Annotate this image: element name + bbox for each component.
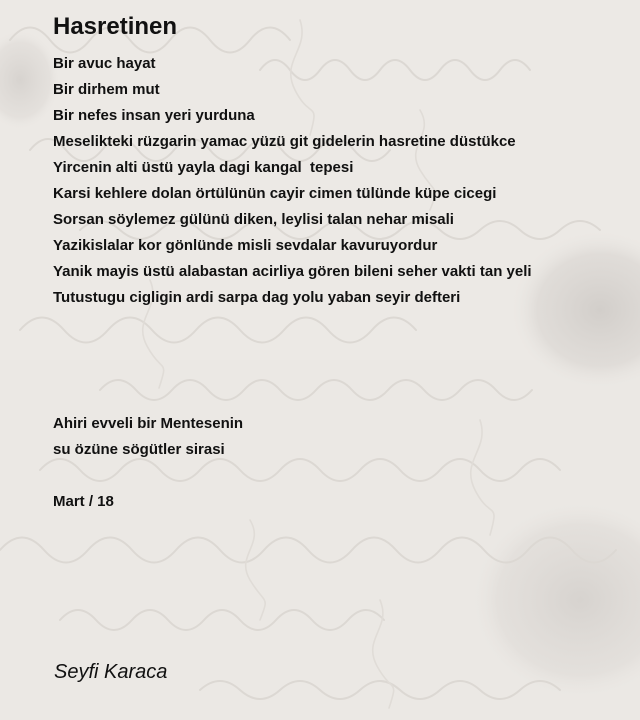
- poem-stanza-2: [53, 411, 243, 463]
- poem-title: Hasretinen: [53, 13, 178, 40]
- poem-line: Ahiri evveli bir Mentesenin: [53, 415, 244, 432]
- poem-line: Meselikteki rüzgarin yamac yüzü git gidelerin hasretine düstükce: [53, 133, 516, 150]
- poem-line: Bir avuc hayat: [53, 55, 156, 72]
- poem-line: Yazikislalar kor gönlünde misli sevdalar kavuruyordur: [53, 237, 438, 254]
- poem-line: Tutustugu cigligin ardi sarpa dag yolu yaban seyir defteri: [53, 289, 461, 306]
- poem-line: Karsi kehlere dolan örtülünün cayir cimen tülünde küpe cicegi: [53, 185, 497, 202]
- poem-date: Mart / 18: [53, 493, 114, 510]
- poem-line: Yanik mayis üstü alabastan acirliya gören bileni seher vakti tan yeli: [53, 263, 532, 280]
- poem-line: Sorsan söylemez gülünü diken, leylisi talan nehar misali: [53, 211, 454, 228]
- poem-line: Yircenin alti üstü yayla dagi kangal tepesi: [53, 159, 354, 176]
- poem-stanza-1: [53, 51, 532, 311]
- poem-line: Bir dirhem mut: [53, 81, 160, 98]
- poem-line: su özüne sögütler sirasi: [53, 441, 225, 458]
- poem-line: Bir nefes insan yeri yurduna: [53, 107, 255, 124]
- poem-author: Seyfi Karaca: [54, 661, 168, 683]
